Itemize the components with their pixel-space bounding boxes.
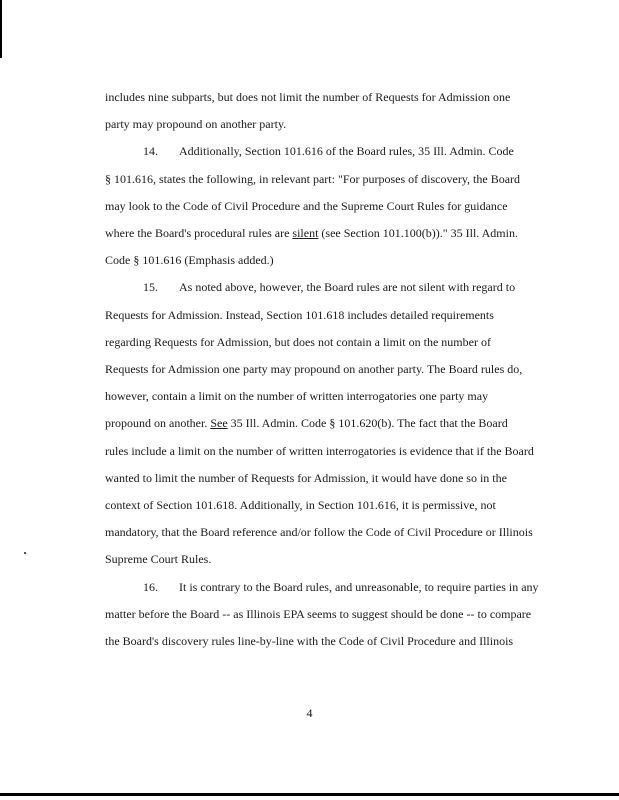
text-line: mandatory, that the Board reference and/or follow the Code of Civil Procedure or Illinois [105,525,533,540]
paragraph-13-continued [105,84,545,138]
text-run: (see Section 101.100(b))." 35 Ill. Admin. [318,226,518,241]
text-line [105,574,545,601]
text-line [105,410,545,437]
text-run: 35 Ill. Admin. Code § 101.620(b). The fact that the Board [227,416,508,431]
text-line: may look to the Code of Civil Procedure and the Supreme Court Rules for guidance [105,198,508,213]
text-line: context of Section 101.618. Additionally, in Section 101.616, it is permissive, not [105,498,496,513]
text-line: however, contain a limit on the number of written interrogatories one party may [105,389,489,404]
text-run: As noted above, however, the Board rules are not silent with regard to [179,280,516,295]
citation-signal-underline: See [210,416,228,431]
text-line: § 101.616, states the following, in relevant part: "For purposes of discovery, the Board [105,171,521,186]
paragraph-14 [105,138,545,274]
text-line [105,138,545,165]
paragraph-number: 15. [143,280,158,295]
text-run: It is contrary to the Board rules, and unreasonable, to require parties in any [179,579,539,594]
emphasis-underline: silent [292,226,319,241]
text-line: Code § 101.616 (Emphasis added.) [105,253,274,268]
text-line [105,274,545,301]
paragraph-16 [105,574,545,656]
paragraph-number: 16. [143,579,158,594]
text-line: Supreme Court Rules. [105,552,212,567]
document-body [105,84,545,655]
scan-edge-mark [0,793,619,796]
paragraph-15 [105,274,545,573]
text-line: includes nine subparts, but does not limit the number of Requests for Admission one [105,90,511,104]
text-run: propound on another. [105,416,211,431]
text-line [105,220,545,247]
text-line: the Board's discovery rules line-by-line with the Code of Civil Procedure and Illinois [105,634,514,649]
paragraph-number: 14. [143,144,158,159]
text-line: wanted to limit the number of Requests for Admission, it would have done so in the [105,470,507,485]
text-line: matter before the Board -- as Illinois EPA seems to suggest should be done -- to compare [105,606,532,621]
text-run: Additionally, Section 101.616 of the Board rules, 35 Ill. Admin. Code [179,144,514,159]
text-line: Requests for Admission one party may propound on another party. The Board rules do, [105,362,523,377]
text-line: regarding Requests for Admission, but does not contain a limit on the number of [105,334,491,349]
scan-speck [24,552,26,554]
text-line: Requests for Admission. Instead, Section 101.618 includes detailed requirements [105,307,494,322]
text-line: party may propound on another party. [105,117,287,132]
text-line: rules include a limit on the number of written interrogatories is evidence that if the Board [105,443,534,458]
scan-edge-mark [0,0,2,58]
text-run: where the Board's procedural rules are [105,226,293,241]
page-number: 4 [306,706,313,720]
